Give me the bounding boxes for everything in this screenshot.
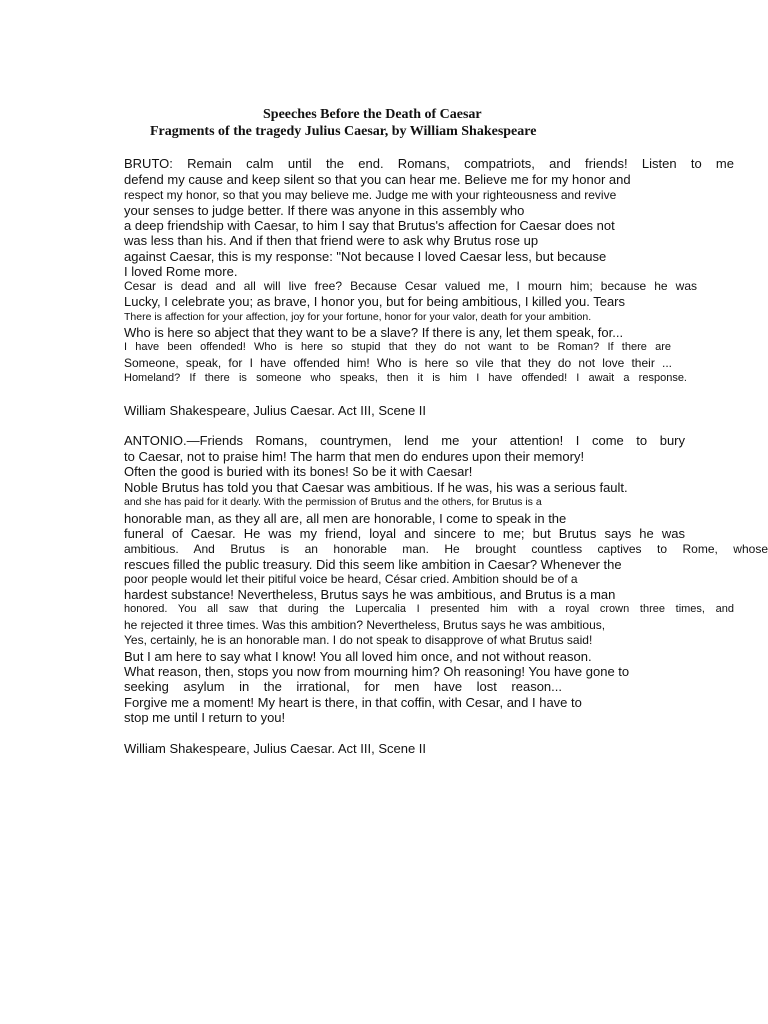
antonio-line: funeral of Caesar. He was my friend, loyal and sincere to me; but Brutus says he was (124, 526, 685, 541)
bruto-line: Homeland? If there is someone who speaks, then it is him I have offended! I await a response. (124, 372, 687, 384)
bruto-line: your senses to judge better. If there was anyone in this assembly who (124, 203, 525, 218)
antonio-line: and she has paid for it dearly. With the permission of Brutus and the others, for Brutus is a (124, 496, 542, 508)
antonio-line: hardest substance! Nevertheless, Brutus says he was ambitious, and Brutus is a man (124, 587, 616, 602)
bruto-line: I loved Rome more. (124, 264, 238, 279)
bruto-line: Lucky, I celebrate you; as brave, I honor you, but for being ambitious, I killed you. Tears (124, 294, 626, 309)
document-title: Speeches Before the Death of Caesar (263, 107, 482, 122)
antonio-line: ambitious. And Brutus is an honorable man. He brought countless captives to Rome, whose (124, 542, 768, 556)
citation: William Shakespeare, Julius Caesar. Act III, Scene II (124, 403, 427, 418)
bruto-line: There is affection for your affection, joy for your fortune, honor for your valor, death for your ambition. (124, 311, 592, 323)
antonio-line: rescues filled the public treasury. Did this seem like ambition in Caesar? Whenever the (124, 557, 622, 572)
bruto-line: against Caesar, this is my response: "Not because I loved Caesar less, but because (124, 249, 607, 264)
antonio-line: he rejected it three times. Was this ambition? Nevertheless, Brutus says he was ambitious, (124, 618, 606, 632)
antonio-line: honorable man, as they all are, all men are honorable, I come to speak in the (124, 511, 567, 526)
bruto-line: was less than his. And if then that friend were to ask why Brutus rose up (124, 233, 539, 248)
antonio-line: Noble Brutus has told you that Caesar was ambitious. If he was, his was a serious fault. (124, 480, 628, 495)
antonio-line: Often the good is buried with its bones! So be it with Caesar! (124, 464, 473, 479)
citation: William Shakespeare, Julius Caesar. Act III, Scene II (124, 741, 427, 756)
antonio-line: What reason, then, stops you now from mourning him? Oh reasoning! You have gone to (124, 664, 630, 679)
antonio-line: Forgive me a moment! My heart is there, in that coffin, with Cesar, and I have to (124, 695, 582, 710)
antonio-line: seeking asylum in the irrational, for men have lost reason... (124, 679, 562, 694)
bruto-line: Who is here so abject that they want to be a slave? If there is any, let them speak, for... (124, 325, 624, 340)
bruto-line: I have been offended! Who is here so stupid that they do not want to be Roman? If there are (124, 341, 671, 353)
bruto-line: BRUTO: Remain calm until the end. Romans, compatriots, and friends! Listen to me (124, 156, 734, 171)
antonio-line: Yes, certainly, he is an honorable man. I do not speak to disapprove of what Brutus said! (124, 633, 593, 647)
bruto-line: respect my honor, so that you may believe me. Judge me with your righteousness and revive (124, 188, 617, 202)
bruto-line: defend my cause and keep silent so that you can hear me. Believe me for my honor and (124, 172, 631, 187)
antonio-line: poor people would let their pitiful voice be heard, César cried. Ambition should be of a (124, 572, 578, 586)
antonio-line: stop me until I return to you! (124, 710, 286, 725)
antonio-line: to Caesar, not to praise him! The harm that men do endures upon their memory! (124, 449, 585, 464)
bruto-line: Someone, speak, for I have offended him! Who is here so vile that they do not love their ... (124, 356, 672, 370)
antonio-line: ANTONIO.—Friends Romans, countrymen, lend me your attention! I come to bury (124, 433, 685, 448)
document-subtitle: Fragments of the tragedy Julius Caesar, by William Shakespeare (150, 124, 537, 139)
antonio-line: honored. You all saw that during the Lupercalia I presented him with a royal crown three times, and (124, 603, 734, 615)
bruto-line: Cesar is dead and all will live free? Because Cesar valued me, I mourn him; because he was (124, 279, 697, 293)
bruto-line: a deep friendship with Caesar, to him I say that Brutus's affection for Caesar does not (124, 218, 615, 233)
antonio-line: But I am here to say what I know! You all loved him once, and not without reason. (124, 649, 592, 664)
